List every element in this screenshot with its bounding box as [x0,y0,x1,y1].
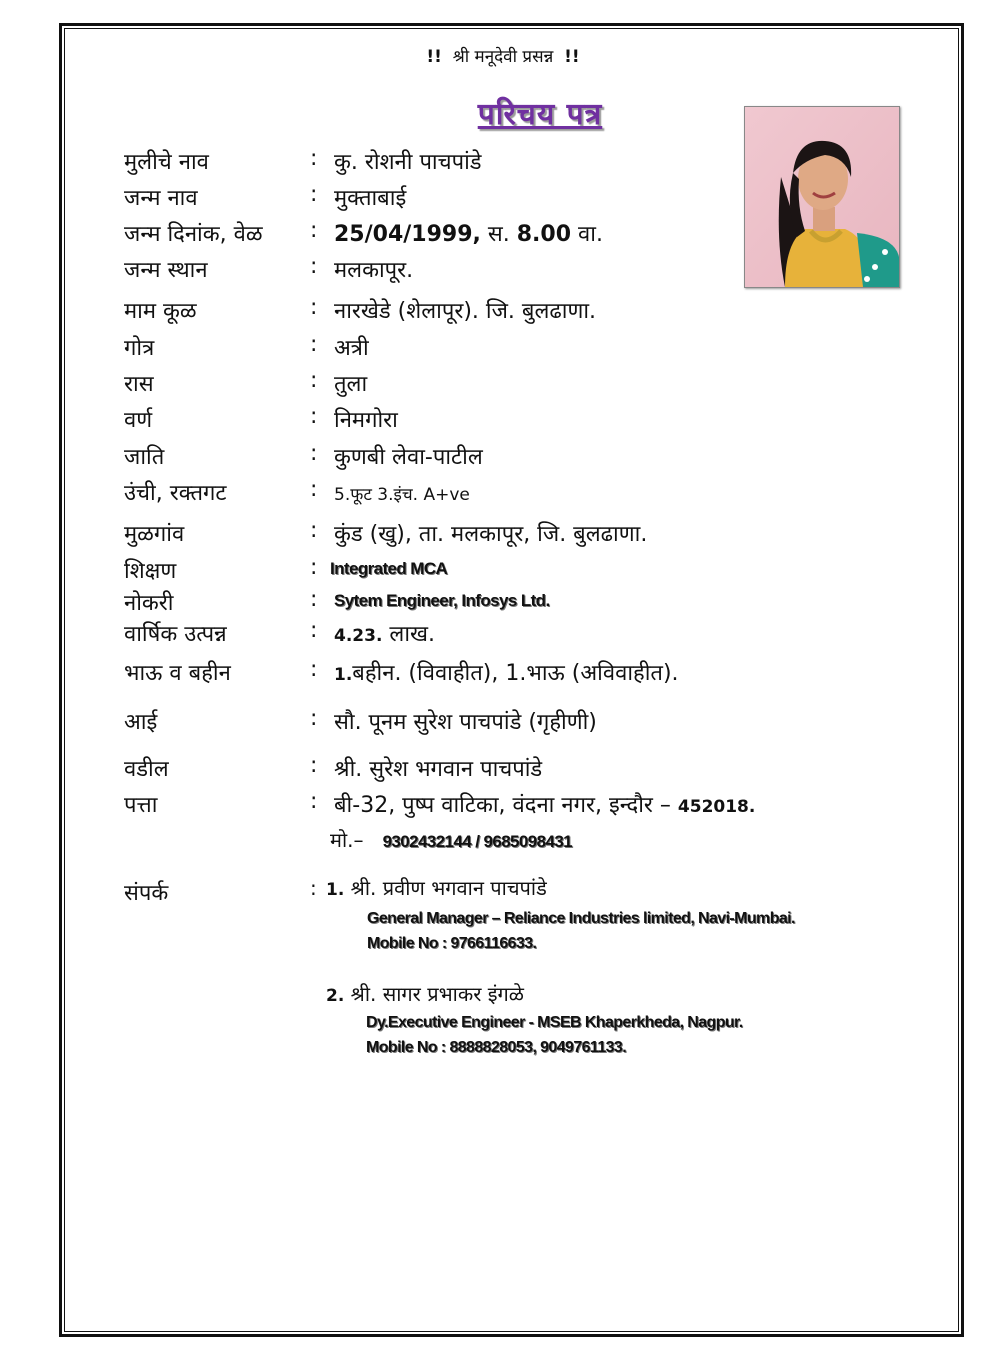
value-complexion: निमगोरा [334,408,398,433]
colon: : [310,789,318,814]
label-birth-place: जन्म स्थान [124,258,208,283]
value-father: श्री. सुरेश भगवान पाचपांडे [334,757,543,782]
contact-1-mobile: Mobile No : 9766116633. [367,935,537,952]
colon: : [310,218,318,243]
value-annual-income [334,618,435,648]
colon: : [310,657,318,682]
value-caste: कुणबी लेवा-पाटील [334,445,483,470]
label-rashi: रास [124,372,154,397]
colon: : [310,876,317,900]
label-maternal-clan: माम कूळ [124,299,197,324]
colon: : [310,555,318,580]
blessing-open: !! [426,47,442,67]
label-education: शिक्षण [124,559,177,584]
colon: : [310,753,318,778]
contact-2-name: श्री. सागर प्रभाकर इंगळे [350,982,525,1006]
contact-person-1 [326,874,547,901]
colon: : [310,404,318,429]
birth-time-suffix: वा. [571,222,603,247]
colon: : [310,182,318,207]
colon: : [310,332,318,357]
value-height-blood-group: 5.फूट 3.इंच. A+ve [334,485,470,505]
label-caste: जाति [124,445,165,470]
value-job: Sytem Engineer, Infosys Ltd. [334,591,550,610]
label-birth-name: जन्म नाव [124,186,198,211]
value-native-village: कुंड (खु), ता. मलकापूर, जि. बुलढाणा. [334,522,648,547]
colon: : [310,477,318,502]
contact-2-number: 2. [326,986,345,1006]
colon: : [310,441,318,466]
label-job: नोकरी [124,591,174,616]
contact-1-number: 1. [326,880,345,900]
label-birth-date-time: जन्म दिनांक, वेळ [124,222,263,247]
income-unit: लाख. [382,622,436,647]
colon: : [310,295,318,320]
colon: : [310,518,318,543]
birth-date: 25/04/1999, [334,222,481,247]
colon: : [310,368,318,393]
phone-prefix: मो.– [330,828,364,852]
label-annual-income: वार्षिक उत्पन्न [124,622,227,647]
contact-person-2 [326,980,524,1007]
label-siblings: भाऊ व बहीन [124,661,231,686]
label-height-blood-group: उंची, रक्तगट [124,481,227,506]
page-title: परिचय पत्र [477,97,603,132]
label-mother: आई [124,710,158,735]
label-native-village: मुळगांव [124,522,185,547]
value-maternal-clan: नारखेडे (शेलापूर). जि. बुलढाणा. [334,299,597,324]
birth-time: 8.00 [516,222,572,247]
sibling-count: 1. [334,665,353,685]
phone-numbers: 9302432144 / 9685098431 [382,832,573,851]
label-father: वडील [124,757,169,782]
colon: : [310,587,318,612]
birth-time-prefix: स. [487,222,517,247]
colon: : [310,618,318,643]
value-birth-place: मलकापूर. [334,258,414,283]
contact-1-designation: General Manager – Reliance Industries limited, Navi-Mumbai. [367,910,795,927]
value-address [334,789,755,819]
blessing-close: !! [564,47,580,67]
value-rashi: तुला [334,372,368,397]
sibling-detail: बहीन. (विवाहीत), 1.भाऊ (अविवाहीत). [352,661,679,686]
value-birth-name: मुक्ताबाई [334,186,407,211]
address-pincode: 452018. [677,797,756,817]
value-siblings [334,657,679,687]
value-education: Integrated MCA [330,559,448,578]
colon: : [310,706,318,731]
blessing-text: श्री मनूदेवी प्रसन्न [452,47,554,67]
contact-2-mobile: Mobile No : 8888828053, 9049761133. [366,1039,627,1056]
label-girl-name: मुलीचे नाव [124,150,209,175]
contact-2-designation: Dy.Executive Engineer - MSEB Khaperkheda, Nagpur. [366,1014,743,1031]
label-contact: संपर्क [124,881,169,906]
address-text: बी-32, पुष्प वाटिका, वंदना नगर, इन्दौर – [334,793,678,818]
label-complexion: वर्ण [124,408,153,433]
value-mother: सौ. पूनम सुरेश पाचपांडे (गृहीणी) [334,710,597,735]
value-gotra: अत्री [334,336,369,361]
label-address: पत्ता [124,793,158,818]
colon: : [310,146,318,171]
profile-photo [744,106,900,288]
income-amount: 4.23. [334,626,383,646]
label-gotra: गोत्र [124,336,155,361]
value-girl-name: कु. रोशनी पाचपांडे [334,150,482,175]
blessing-line [0,44,1006,67]
value-birth-date-time [334,218,603,248]
contact-1-name: श्री. प्रवीण भगवान पाचपांडे [350,876,547,900]
phone-line [330,826,572,853]
colon: : [310,254,318,279]
